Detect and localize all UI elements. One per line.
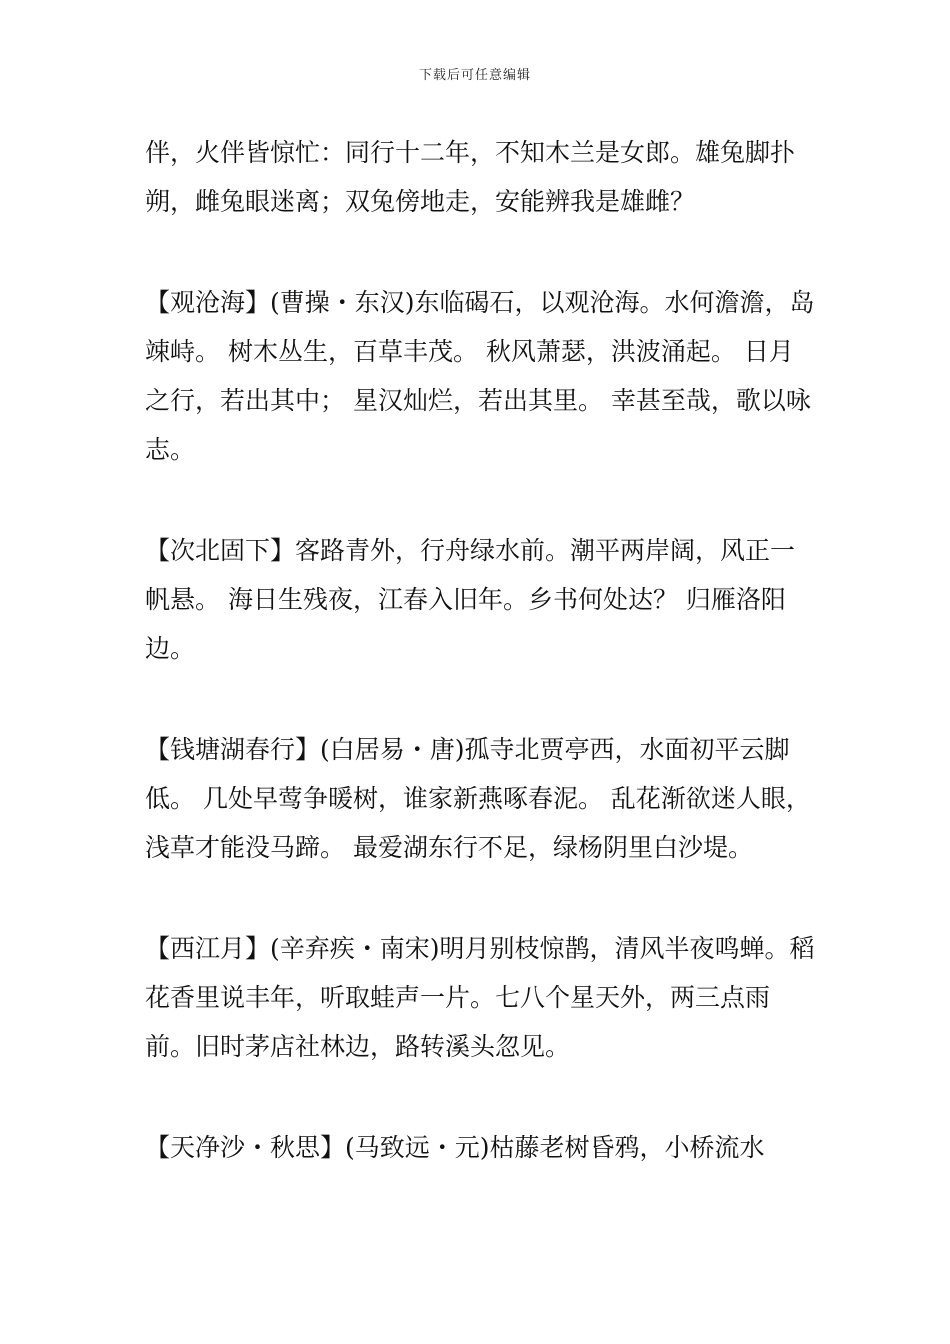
paragraph-tian-jing-sha: 【天净沙・秋思】(马致远・元)枯藤老树昏鸦，小桥流水 — [145, 1133, 765, 1162]
paragraph-qian-tang-hu-chun-xing: 【钱塘湖春行】(白居易・唐)孤寺北贾亭西，水面初平云脚低。 几处早莺争暖树，谁家新燕啄春泥。 乱花渐欲迷人眼，浅草才能没马蹄。 最爱湖东行不足，绿杨阴里白沙堤。 — [145, 735, 811, 862]
paragraph-ci-bei-gu-xia: 【次北固下】客路青外，行舟绿水前。潮平两岸阔，风正一帆悬。 海日生残夜，江春入旧年。乡书何处达？ 归雁洛阳边。 — [145, 536, 796, 663]
paragraph-guan-cang-hai: 【观沧海】(曹操・东汉)东临碣石，以观沧海。水何澹澹，岛竦峙。 树木丛生，百草丰茂。 秋风萧瑟，洪波涌起。 日月之行，若出其中； 星汉灿烂，若出其里。 幸甚至哉，歌以咏志。 — [145, 288, 815, 464]
document-body — [145, 128, 815, 1224]
page-header: 下载后可任意编辑 — [418, 68, 531, 83]
paragraph-xi-jiang-yue: 【西江月】(辛弃疾・南宋)明月别枝惊鹊，清风半夜鸣蝉。稻花香里说丰年，听取蛙声一片。七八个星天外，两三点雨前。旧时茅店社林边，路转溪头忽见。 — [145, 934, 815, 1061]
paragraph-mulan-excerpt: 伴，火伴皆惊忙：同行十二年，不知木兰是女郎。雄兔脚扑朔，雌兔眼迷离；双兔傍地走，安能辨我是雄雌？ — [145, 138, 796, 216]
